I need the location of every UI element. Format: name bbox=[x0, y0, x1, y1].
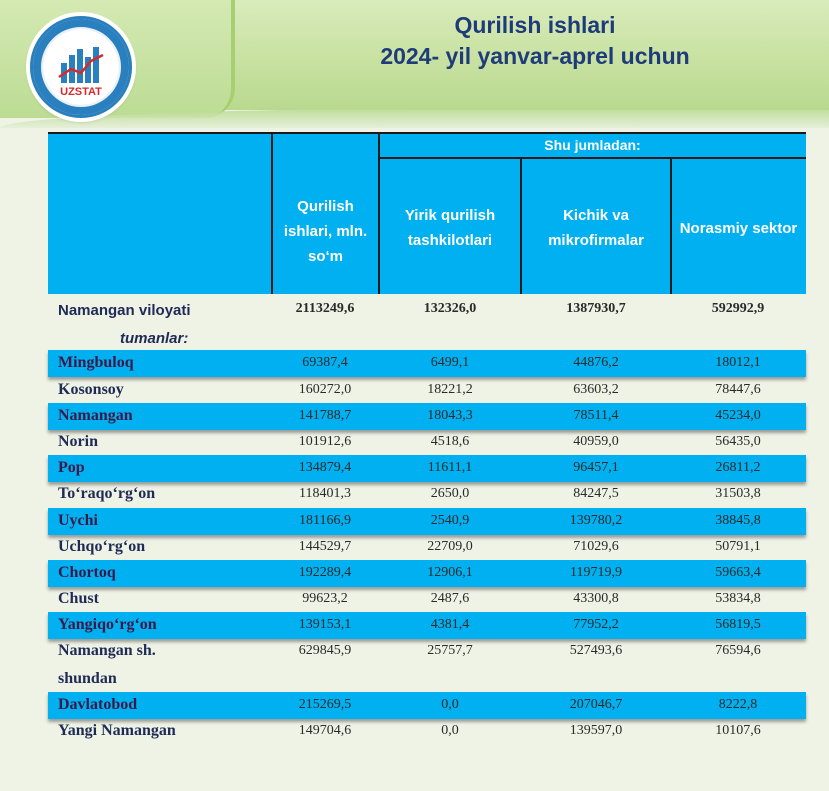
page-title bbox=[250, 10, 820, 72]
cell-total: 144529,7 bbox=[298, 539, 352, 554]
cell-large: 25757,7 bbox=[427, 643, 473, 658]
table-row bbox=[48, 638, 806, 687]
cell-small: 207046,7 bbox=[569, 697, 623, 712]
cell-small: 71029,6 bbox=[573, 539, 619, 554]
cell-small: 96457,1 bbox=[573, 460, 619, 475]
cell-informal: 45234,0 bbox=[715, 408, 761, 423]
logo-ring-text: NAMANGAN VILOYATI STATISTIKA BOSHQARMASI bbox=[42, 28, 120, 85]
cell-informal: 18012,1 bbox=[715, 355, 761, 370]
row-name: Yangi Namangan bbox=[58, 722, 176, 739]
header-divider bbox=[378, 157, 806, 159]
cell-large: 18043,3 bbox=[427, 408, 473, 423]
table-row bbox=[48, 534, 806, 561]
uzstat-logo bbox=[30, 16, 132, 118]
cell-informal: 78447,6 bbox=[715, 382, 761, 397]
table-row bbox=[48, 718, 806, 745]
title-line-2: 2024- yil yanvar-aprel uchun bbox=[380, 43, 690, 69]
cell-informal: 50791,1 bbox=[715, 539, 761, 554]
cell-total: 2113249,6 bbox=[295, 301, 355, 316]
header-divider bbox=[670, 158, 672, 294]
cell-large: 4518,6 bbox=[430, 434, 470, 449]
cell-large: 12906,1 bbox=[427, 565, 473, 580]
cell-small: 40959,0 bbox=[573, 434, 619, 449]
col-group-header: Shu jumladan: bbox=[544, 136, 641, 153]
cell-informal: 592992,9 bbox=[711, 301, 765, 316]
cell-small: 139780,2 bbox=[569, 513, 623, 528]
cell-large: 2650,0 bbox=[430, 486, 470, 501]
row-name: Uychi bbox=[58, 512, 98, 529]
cell-informal: 38845,8 bbox=[715, 513, 761, 528]
row-name: Namangan bbox=[58, 407, 133, 424]
row-name: Davlatobod bbox=[58, 696, 138, 713]
cell-total: 101912,6 bbox=[298, 434, 352, 449]
table-row bbox=[48, 508, 806, 535]
cell-total: 141788,7 bbox=[298, 408, 352, 423]
cell-small: 44876,2 bbox=[573, 355, 619, 370]
table-row bbox=[48, 481, 806, 508]
header-divider bbox=[271, 132, 273, 294]
cell-total: 69387,4 bbox=[302, 355, 348, 370]
row-name: Namangan viloyati bbox=[58, 302, 191, 319]
row-name: Namangan sh. bbox=[58, 642, 156, 659]
col-header-informal: Norasmiy sektor bbox=[679, 219, 798, 237]
cell-small: 77952,2 bbox=[573, 617, 619, 632]
total-row bbox=[48, 296, 806, 323]
cell-total: 629845,9 bbox=[298, 643, 352, 658]
col-header-large: Yirik qurilish tashkilotlari bbox=[404, 207, 496, 249]
table-row bbox=[48, 429, 806, 456]
table-row bbox=[48, 350, 806, 377]
row-name-continuation: shundan bbox=[58, 670, 117, 687]
row-name: To‘raqo‘rg‘on bbox=[58, 485, 156, 502]
cell-large: 18221,2 bbox=[427, 382, 473, 397]
col-header-total: Qurilish ishlari, mln. so‘m bbox=[283, 197, 368, 265]
cell-total: 181166,9 bbox=[299, 513, 351, 528]
cell-small: 527493,6 bbox=[569, 643, 623, 658]
table-row bbox=[48, 560, 806, 587]
cell-informal: 76594,6 bbox=[715, 643, 761, 658]
cell-informal: 8222,8 bbox=[718, 697, 758, 712]
header-divider bbox=[520, 158, 522, 294]
cell-large: 22709,0 bbox=[427, 539, 473, 554]
header-top-border bbox=[48, 132, 806, 134]
col-header-small: Kichik va mikrofirmalar bbox=[548, 207, 644, 249]
cell-large: 2487,6 bbox=[430, 591, 470, 606]
logo-text: UZSTAT bbox=[60, 86, 102, 98]
cell-large: 0,0 bbox=[441, 697, 459, 712]
row-name: Uchqo‘rg‘on bbox=[58, 538, 146, 555]
row-name: Chortoq bbox=[58, 564, 116, 581]
cell-large: 6499,1 bbox=[430, 355, 470, 370]
table-header bbox=[48, 132, 806, 294]
cell-total: 139153,1 bbox=[298, 617, 352, 632]
row-name: Chust bbox=[58, 590, 99, 607]
cell-total: 215269,5 bbox=[298, 697, 352, 712]
row-name: Pop bbox=[58, 459, 85, 476]
table-row bbox=[48, 455, 806, 482]
cell-total: 99623,2 bbox=[302, 591, 348, 606]
table-row bbox=[48, 403, 806, 430]
title-line-1: Qurilish ishlari bbox=[454, 12, 616, 38]
districts-subheading: tumanlar: bbox=[120, 330, 189, 347]
table-row bbox=[48, 377, 806, 404]
cell-informal: 10107,6 bbox=[715, 723, 761, 738]
table-row bbox=[48, 692, 806, 719]
cell-large: 0,0 bbox=[441, 723, 459, 738]
cell-small: 119719,9 bbox=[570, 565, 622, 580]
cell-small: 139597,0 bbox=[569, 723, 623, 738]
cell-informal: 56819,5 bbox=[715, 617, 761, 632]
cell-large: 4381,4 bbox=[430, 617, 470, 632]
cell-small: 1387930,7 bbox=[566, 301, 626, 316]
cell-large: 11611,1 bbox=[427, 460, 473, 475]
cell-total: 149704,6 bbox=[298, 723, 352, 738]
cell-total: 160272,0 bbox=[298, 382, 352, 397]
cell-informal: 56435,0 bbox=[715, 434, 761, 449]
table-row bbox=[48, 586, 806, 613]
cell-informal: 53834,8 bbox=[715, 591, 761, 606]
cell-large: 2540,9 bbox=[430, 513, 470, 528]
cell-informal: 59663,4 bbox=[715, 565, 761, 580]
row-name: Kosonsoy bbox=[58, 381, 124, 398]
cell-informal: 31503,8 bbox=[715, 486, 761, 501]
cell-small: 84247,5 bbox=[573, 486, 619, 501]
cell-total: 118401,3 bbox=[299, 486, 351, 501]
row-name: Norin bbox=[58, 433, 98, 450]
cell-total: 134879,4 bbox=[298, 460, 352, 475]
row-name: Yangiqo‘rg‘on bbox=[58, 616, 157, 633]
row-name: Mingbuloq bbox=[58, 354, 134, 371]
table-row bbox=[48, 612, 806, 639]
cell-small: 43300,8 bbox=[573, 591, 619, 606]
cell-informal: 26811,2 bbox=[715, 460, 761, 475]
cell-large: 132326,0 bbox=[423, 301, 477, 316]
cell-total: 192289,4 bbox=[298, 565, 352, 580]
cell-small: 63603,2 bbox=[573, 382, 619, 397]
cell-small: 78511,4 bbox=[573, 408, 619, 423]
